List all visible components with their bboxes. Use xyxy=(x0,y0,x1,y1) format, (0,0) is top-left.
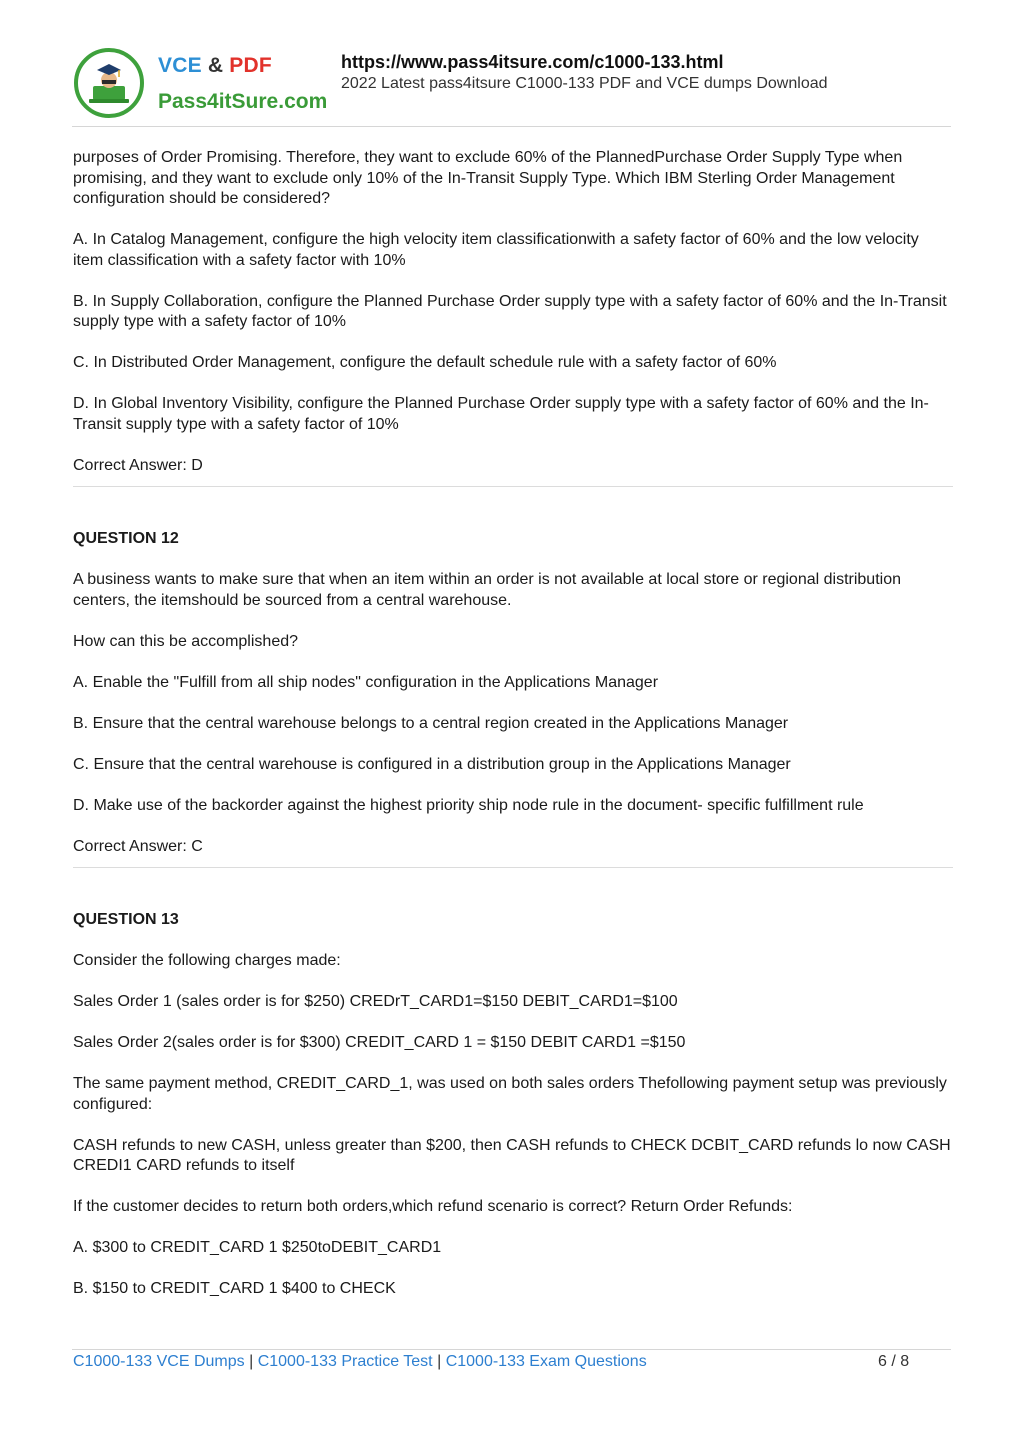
q12-title: QUESTION 12 xyxy=(73,530,179,547)
footer-divider xyxy=(72,1349,951,1350)
q12-option-c: C. Ensure that the central warehouse is configured in a distribution group in the Applications Manager xyxy=(73,755,791,773)
q13-option-a: A. $300 to CREDIT_CARD 1 $250toDEBIT_CARD1 xyxy=(73,1239,442,1256)
q13-payment-setup: The same payment method, CREDIT_CARD_1, was used on both sales orders Thefollowing payment setup was previously configured: xyxy=(73,1075,947,1113)
site-logo[interactable] xyxy=(72,46,328,124)
q13-sales-order-2: Sales Order 2(sales order is for $300) CREDIT_CARD 1 = $150 DEBIT CARD1 =$150 xyxy=(73,1034,686,1051)
q13-ask: If the customer decides to return both orders,which refund scenario is correct? Return Order Refunds: xyxy=(73,1198,793,1215)
q12-correct-answer: Correct Answer: C xyxy=(73,837,203,855)
footer-separator: | xyxy=(437,1353,442,1370)
logo-wordmark: VCE & PDF xyxy=(158,54,272,77)
q11-option-a: A. In Catalog Management, configure the high velocity item classificationwith a safety factor of 60% and the low velocity item classification with a safety factor with 10% xyxy=(73,231,919,269)
graduate-laptop-icon xyxy=(74,48,144,118)
q12-option-d: D. Make use of the backorder against the highest priority ship node rule in the document- specific fulfillment rule xyxy=(73,796,864,814)
question-divider xyxy=(73,486,953,487)
q12-ask: How can this be accomplished? xyxy=(73,632,299,650)
q11-question-continued: purposes of Order Promising. Therefore, they want to exclude 60% of the PlannedPurchase Order Supply Type when promising, and they want to exclude only 10% of the In-Transit Supply Type. Which IBM Sterling Order Management configuration should be considered? xyxy=(73,149,903,207)
question-divider xyxy=(73,867,953,868)
q11-option-b: B. In Supply Collaboration, configure the Planned Purchase Order supply type with a safety factor of 60% and the In-Transit supply type with a safety factor of 10% xyxy=(73,292,947,330)
document-body xyxy=(73,148,953,1320)
logo-site-name: Pass4itSure.com xyxy=(158,90,328,113)
footer-separator: | xyxy=(249,1353,254,1370)
q11-option-c: C. In Distributed Order Management, configure the default schedule rule with a safety factor of 60% xyxy=(73,354,777,371)
page-number: 6 / 8 xyxy=(878,1353,910,1370)
footer-links xyxy=(73,1353,647,1371)
q13-option-b: B. $150 to CREDIT_CARD 1 $400 to CHECK xyxy=(73,1280,396,1297)
header-divider xyxy=(72,126,951,127)
q13-sales-order-1: Sales Order 1 (sales order is for $250) CREDrT_CARD1=$150 DEBIT_CARD1=$100 xyxy=(73,993,678,1010)
footer-link-practice-test[interactable]: C1000-133 Practice Test xyxy=(257,1353,433,1370)
q13-question: Consider the following charges made: xyxy=(73,952,341,969)
q11-option-d: D. In Global Inventory Visibility, configure the Planned Purchase Order supply type with a safety factor of 60% and the In-Transit supply type with a safety factor of 10% xyxy=(73,395,929,433)
q12-option-b: B. Ensure that the central warehouse belongs to a central region created in the Applications Manager xyxy=(73,714,789,732)
q11-correct-answer: Correct Answer: D xyxy=(73,456,203,474)
header-url[interactable]: https://www.pass4itsure.com/c1000-133.html xyxy=(341,52,724,72)
q12-question: A business wants to make sure that when an item within an order is not available at local store or regional distribution centers, the itemshould be sourced from a central warehouse. xyxy=(73,571,901,609)
header-subtitle: 2022 Latest pass4itsure C1000-133 PDF and VCE dumps Download xyxy=(341,75,828,92)
footer-link-vce-dumps[interactable]: C1000-133 VCE Dumps xyxy=(73,1353,245,1370)
q13-title: QUESTION 13 xyxy=(73,911,179,928)
q12-option-a: A. Enable the "Fulfill from all ship nodes" configuration in the Applications Manager xyxy=(73,673,659,691)
page-header xyxy=(0,0,1024,128)
footer-link-exam-questions[interactable]: C1000-133 Exam Questions xyxy=(445,1353,647,1370)
q13-refund-rules: CASH refunds to new CASH, unless greater than $200, then CASH refunds to CHECK DCBIT_CARD refunds lo now CASH CREDI1 CARD refunds to itself xyxy=(73,1136,951,1174)
